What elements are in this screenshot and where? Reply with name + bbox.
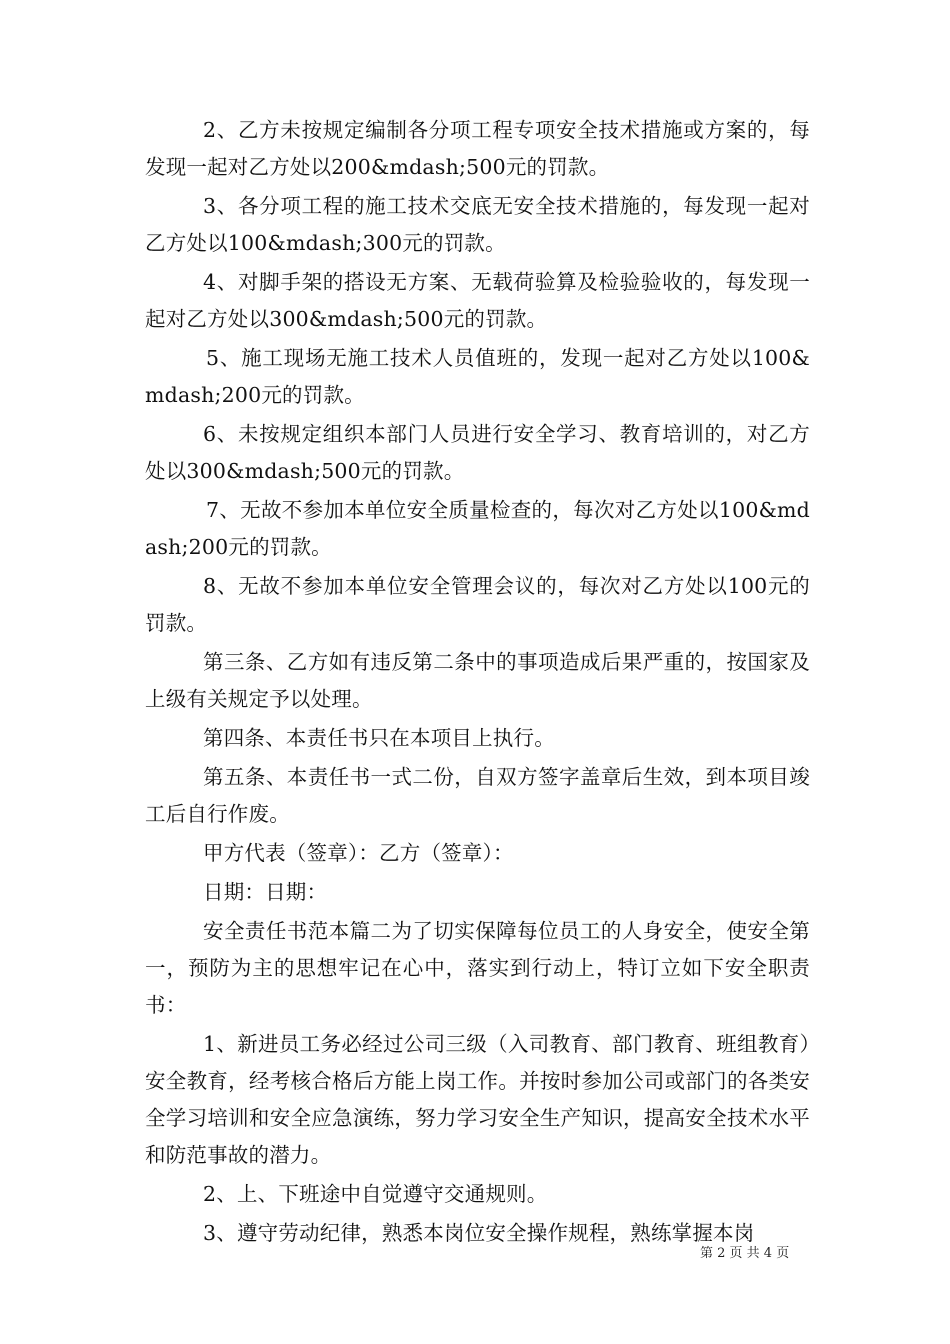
- paragraph-article-4: 第四条、本责任书只在本项目上执行。: [203, 726, 555, 750]
- paragraph-clause-2: 2、乙方未按规定编制各分项工程专项安全技术措施或方案的，每发现一起对乙方处以200&mdash;500元的罚款。: [145, 118, 810, 179]
- paragraph-duty-3: 3、遵守劳动纪律，熟悉本岗位安全操作规程，熟练掌握本岗: [203, 1221, 755, 1245]
- page-number: 第 2 页 共 4 页: [700, 1246, 790, 1261]
- paragraph-clause-8: 8、无故不参加本单位安全管理会议的，每次对乙方处以100元的罚款。: [145, 574, 810, 635]
- paragraph-article-5: 第五条、本责任书一式二份，自双方签字盖章后生效，到本项目竣工后自行作废。: [145, 765, 810, 826]
- signature-line: 甲方代表（签章）：乙方（签章）：: [203, 841, 514, 865]
- paragraph-clause-6: 6、未按规定组织本部门人员进行安全学习、教育培训的，对乙方处以300&mdash;500元的罚款。: [145, 422, 810, 483]
- paragraph-clause-5: 5、施工现场无施工技术人员值班的，发现一起对乙方处以100&mdash;200元的罚款。: [145, 346, 810, 407]
- date-line: 日期：日期：: [203, 880, 328, 904]
- paragraph-clause-4: 4、对脚手架的搭设无方案、无载荷验算及检验验收的，每发现一起对乙方处以300&mdash;500元的罚款。: [145, 270, 810, 331]
- paragraph-duty-1: 1、新进员工务必经过公司三级（入司教育、部门教育、班组教育）安全教育，经考核合格后方能上岗工作。并按时参加公司或部门的各类安全学习培训和安全应急演练，努力学习安全生产知识，提高安全技术水平和防范事故的潜力。: [145, 1032, 810, 1167]
- paragraph-article-3: 第三条、乙方如有违反第二条中的事项造成后果严重的，按国家及上级有关规定予以处理。: [145, 650, 810, 711]
- paragraph-template-2-intro: 安全责任书范本篇二为了切实保障每位员工的人身安全，使安全第一，预防为主的思想牢记在心中，落实到行动上，特订立如下安全职责书：: [145, 919, 810, 1017]
- document-body: [145, 112, 810, 1254]
- paragraph-clause-3: 3、各分项工程的施工技术交底无安全技术措施的，每发现一起对乙方处以100&mdash;300元的罚款。: [145, 194, 810, 255]
- paragraph-duty-2: 2、上、下班途中自觉遵守交通规则。: [203, 1182, 548, 1206]
- paragraph-clause-7: 7、无故不参加本单位安全质量检查的，每次对乙方处以100&mdash;200元的罚款。: [145, 498, 810, 559]
